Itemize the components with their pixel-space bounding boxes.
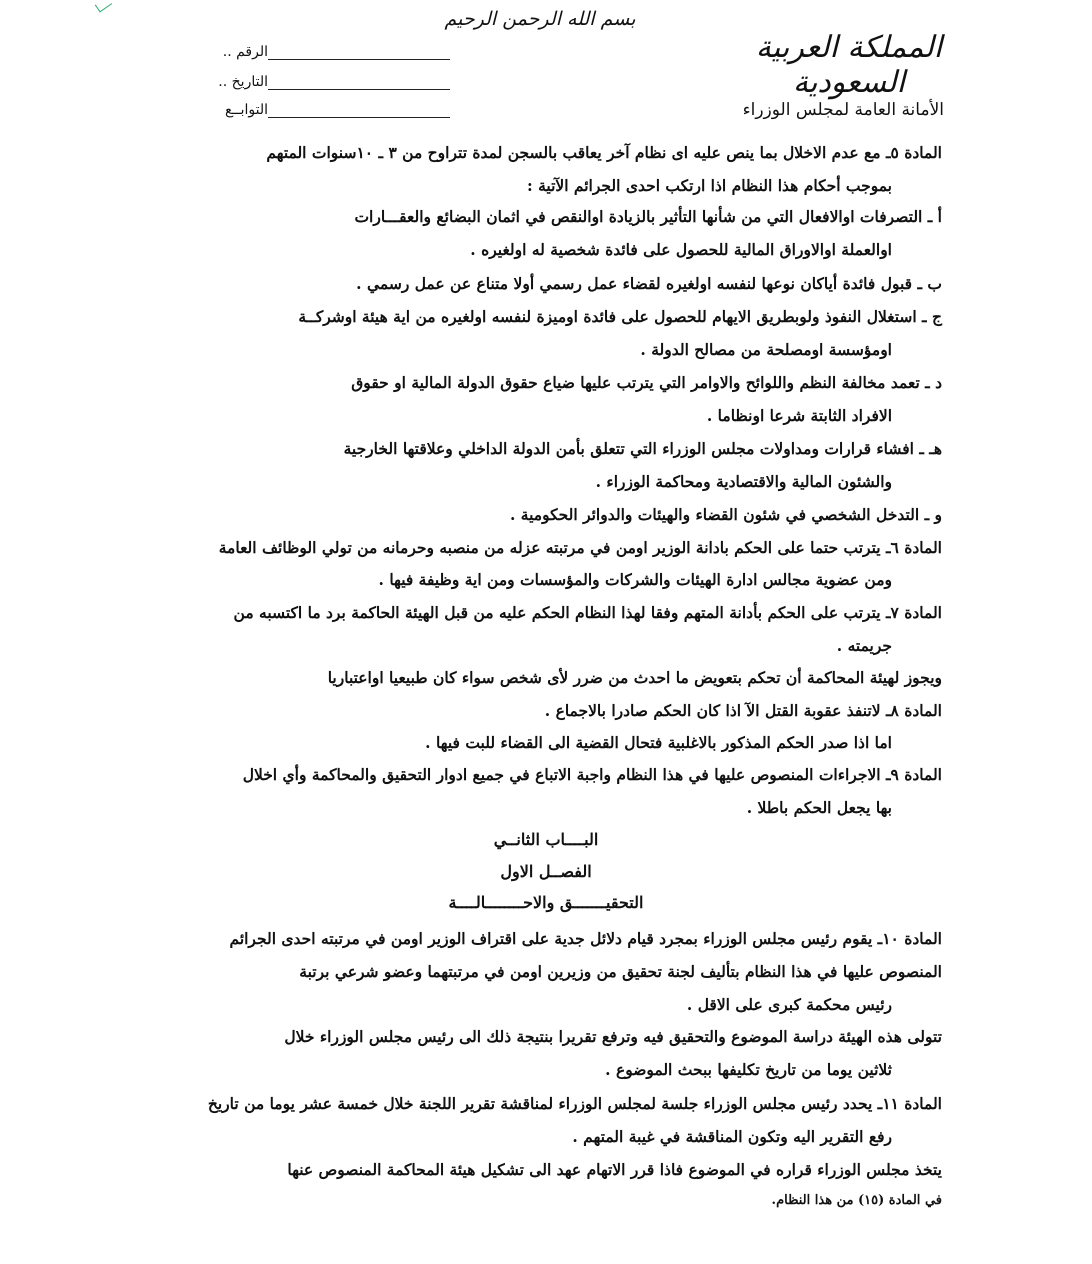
body-line: بها يجعل الحكم باطلا . — [746, 798, 892, 817]
part-title: الفصــل الاول — [500, 862, 592, 881]
number-line — [268, 47, 450, 60]
body-line: اومؤسسة اومصلحة من مصالح الدولة . — [640, 340, 892, 359]
body-line: و ـ التدخل الشخصي في شئون القضاء والهيئات والدوائر الحكومية . — [509, 505, 942, 524]
body-line: المادة ١١ـ يحدد رئيس مجلس الوزراء جلسة لمجلس الوزراء لمناقشة تقرير اللجنة خلال خمسة عشر يوما من تاريخ — [207, 1094, 942, 1113]
body-line: أ ـ التصرفات اوالافعال التي من شأنها التأثير بالزيادة اوالنقص في اثمان البضائع والعقـــارات — [354, 207, 942, 226]
date-line — [268, 77, 450, 90]
date-field — [170, 74, 450, 90]
kingdom-emblem-text: المملكة العربية السعودية — [755, 30, 943, 100]
body-line: اما اذا صدر الحكم المذكور بالاغلبية فتحال القضية الى القضاء للبت فيها . — [425, 733, 892, 752]
section-heading: التحقيـــــــق والاحــــــــالــــة — [448, 893, 644, 912]
body-line: هـ ـ افشاء قرارات ومداولات مجلس الوزراء التي تتعلق بأمن الدولة الداخلي وعلاقتها الخارجية — [343, 439, 942, 458]
body-line: المادة ٧ـ يترتب على الحكم بأدانة المتهم وفقا لهذا النظام الحكم عليه من قبل الهيئة الحاكمة برد ما اكتسبه من — [233, 603, 942, 622]
body-line: ثلاثين يوما من تاريخ تكليفها ببحث الموضوع . — [605, 1060, 892, 1079]
attachments-line — [268, 105, 450, 118]
body-line: ج ـ استغلال النفوذ ولوبطريق الايهام للحصول على فائدة اوميزة لنفسه اولغيره من اية هيئة اوشركــة — [298, 307, 942, 326]
body-line: الافراد الثابتة شرعا اونظاما . — [706, 406, 892, 425]
body-line: المادة ٦ـ يترتب حتما على الحكم بادانة الوزير اومن في مرتبته عزله من منصبه وحرمانه من تولي الوظائف العامة — [218, 538, 942, 557]
body-line: د ـ تعمد مخالفة النظم واللوائح والاوامر التي يترتب عليها ضياع حقوق الدولة المالية او حقوق — [351, 373, 942, 392]
body-line: المنصوص عليها في هذا النظام بتأليف لجنة تحقيق من وزيرين اومن في مرتبتهما وعضو شرعي برتبة — [299, 962, 942, 981]
body-line: المادة ٨ـ لاتنفذ عقوبة القتل الآ اذا كان الحكم صادرا بالاجماع . — [544, 701, 942, 720]
body-line: رئيس محكمة كبرى على الاقل . — [686, 995, 892, 1014]
basmala: بسم الله الرحمن الرحيم — [444, 8, 636, 30]
attachments-field — [170, 102, 450, 118]
body-line: المادة ٥ـ مع عدم الاخلال بما ينص عليه اى نظام آخر يعاقب بالسجن لمدة تتراوح من ٣ ـ ١٠سنوات المتهم — [266, 143, 942, 162]
body-line: جريمته . — [836, 636, 892, 655]
body-line: المادة ٩ـ الاجراءات المنصوص عليها في هذا النظام واجبة الاتباع في جميع ادوار التحقيق والمحاكمة وأي اخلال — [242, 765, 942, 784]
body-line: المادة ١٠ـ يقوم رئيس مجلس الوزراء بمجرد قيام دلائل جدية على اقتراف الوزير اومن في مرتبته احدى الجرائم — [229, 929, 942, 948]
body-line: ب ـ قبول فائدة أياكان نوعها لنفسه اولغيره لقضاء عمل رسمي أولا متناع عن عمل رسمي . — [356, 274, 942, 293]
secretariat-title: الأمانة العامة لمجلس الوزراء — [742, 100, 944, 120]
body-line: رفع التقرير اليه وتكون المناقشة في غيبة المتهم . — [572, 1127, 892, 1146]
date-label: التاريخ .. — [218, 74, 268, 90]
body-line: يتخذ مجلس الوزراء قراره في الموضوع فاذا قرر الاتهام عهد الى تشكيل هيئة المحاكمة المنصوص عنها — [287, 1160, 942, 1179]
attachments-label: التوابــع — [224, 102, 268, 118]
body-line: ومن عضوية مجالس ادارة الهيئات والشركات والمؤسسات ومن اية وظيفة فيها . — [378, 570, 892, 589]
corner-mark — [95, 0, 112, 12]
body-line: تتولى هذه الهيئة دراسة الموضوع والتحقيق فيه وترفع تقريرا بنتيجة ذلك الى رئيس مجلس الوزراء خلال — [284, 1027, 942, 1046]
number-field — [170, 44, 450, 60]
body-line: ويجوز لهيئة المحاكمة أن تحكم بتعويض ما احدث من ضرر لأى شخص سواء كان طبيعيا اواعتباريا — [327, 668, 942, 687]
chapter-title: البــــاب الثانــي — [493, 830, 599, 849]
body-line: والشئون المالية والاقتصادية ومحاكمة الوزراء . — [595, 472, 892, 491]
body-line: بموجب أحكام هذا النظام اذا ارتكب احدى الجرائم الآتية : — [526, 176, 892, 195]
body-line: اوالعملة اوالاوراق المالية للحصول على فائدة شخصية له اولغيره . — [470, 240, 892, 259]
number-label: الرقم .. — [222, 44, 268, 60]
body-line: في المادة (١٥) من هذا النظام. — [771, 1193, 942, 1208]
